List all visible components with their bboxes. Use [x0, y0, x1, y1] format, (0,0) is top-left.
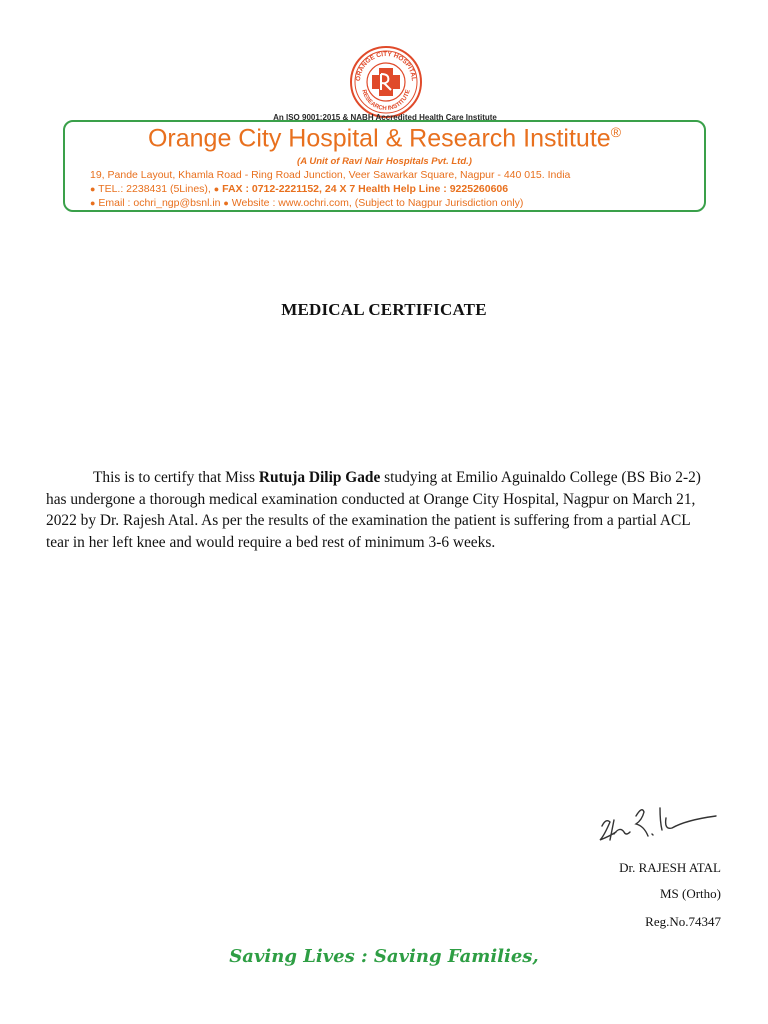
contact-line — [90, 183, 690, 195]
bullet-icon: ● — [90, 184, 96, 194]
patient-name: Rutuja Dilip Gade — [258, 469, 381, 486]
address-line: 19, Pande Layout, Khamla Road - Ring Road Junction, Veer Sawarkar Square, Nagpur - 440 015. India — [90, 169, 571, 181]
doctor-signature — [596, 796, 726, 846]
bullet-icon: ● — [223, 198, 229, 208]
email-text: Email : ochri_ngp@bsnl.in — [98, 197, 221, 209]
accreditation-line: An ISO 9001:2015 & NABH Accredited Health Care Institute — [273, 113, 497, 122]
hospital-name-text: Orange City Hospital & Research Institute — [147, 124, 611, 153]
certificate-body-text: studying at Emilio Aguinaldo College (BS Bio 2-2) has undergone a thorough medical examination conducted at Orange City Hospital, Nagpur on March 21, 2022 by Dr. Rajesh Atal. As per the results of the examination the patient is suffering from a partial ACL tear in her left knee and would require a bed rest of minimum 3-6 weeks. — [46, 469, 701, 551]
hospital-unit-line: (A Unit of Ravi Nair Hospitals Pvt. Ltd.) — [297, 156, 472, 167]
hospital-logo — [348, 44, 424, 120]
doctor-registration: Reg.No.74347 — [645, 914, 721, 929]
telephone-text: TEL.: 2238431 (5Lines), — [98, 183, 211, 195]
logo-ring-top-text: ORANGE CITY HOSPITAL — [354, 50, 418, 82]
logo-ring-bottom-text: RESEARCH INSTITUTE — [360, 89, 412, 113]
doctor-name: Dr. RAJESH ATAL — [619, 860, 721, 875]
certificate-body — [46, 467, 706, 553]
fax-helpline-text: FAX : 0712-2221152, 24 X 7 Health Help Line : 9225260606 — [222, 183, 509, 195]
signature-icon — [596, 796, 726, 846]
doctor-qualification: MS (Ortho) — [659, 886, 721, 901]
website-text: Website : www.ochri.com, (Subject to Nagpur Jurisdiction only) — [231, 197, 524, 209]
hospital-seal-icon — [348, 44, 424, 120]
certificate-title: MEDICAL CERTIFICATE — [281, 300, 487, 319]
certificate-intro: This is to certify that Miss — [93, 469, 259, 486]
email-website-line — [90, 197, 690, 209]
hospital-name — [65, 124, 704, 153]
footer-motto: Saving Lives : Saving Families, — [229, 946, 539, 967]
registered-mark: ® — [610, 124, 622, 140]
bullet-icon: ● — [90, 198, 96, 208]
letterhead-box — [63, 120, 706, 212]
bullet-icon: ● — [213, 184, 220, 194]
